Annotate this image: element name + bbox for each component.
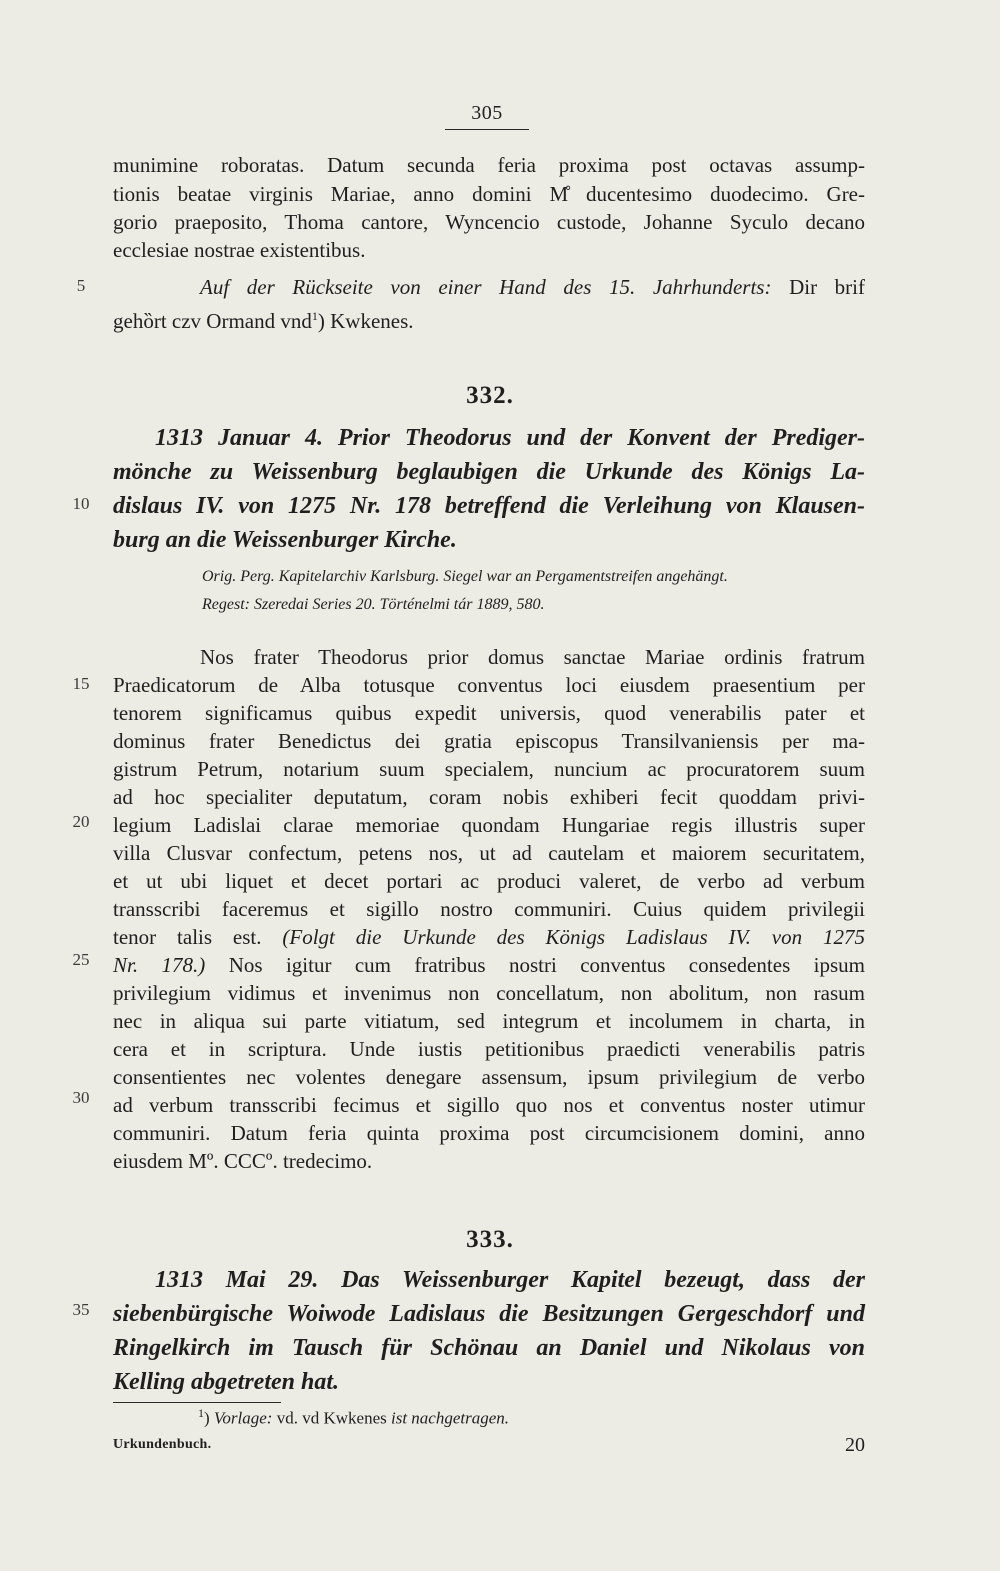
text-italic: Nr. 178.)	[113, 953, 206, 977]
text-line: nec in aliqua sui parte vitiatum, sed integrum et incolumem in charta, in	[113, 1009, 865, 1033]
footnote-italic: Vorlage:	[213, 1408, 273, 1428]
text-line: ad verbum transscribi fecimus et sigillo quo nos et conventus noster utimur	[113, 1093, 865, 1117]
text-line: transscribi faceremus et sigillo nostro communiri. Cuius quidem privilegii	[113, 897, 865, 921]
page-number: 305	[445, 102, 529, 130]
text-line: et ut ubi liquet et decet portari ac produci valeret, de verbo ad verbum	[113, 869, 865, 893]
dorse-note-roman: Dir brif	[789, 275, 865, 299]
text-line: communiri. Datum feria quinta proxima post circumcisionem domini, anno	[113, 1121, 865, 1145]
text-line-mixed	[113, 923, 865, 951]
footnote-italic: ist nachgetragen.	[390, 1408, 510, 1428]
text-roman: tenor talis est.	[113, 925, 262, 949]
footer-sheet-number: 20	[845, 1434, 865, 1456]
text-line: cera et in scriptura. Unde iustis petitionibus praedicti venerabilis patris	[113, 1037, 865, 1061]
document-heading-line: 1313 Mai 29. Das Weissenburger Kapitel bezeugt, dass der	[155, 1267, 865, 1293]
footnote-roman: vd. vd Kwkenes	[276, 1408, 387, 1428]
text-line: eiusdem Mº. CCCº. tredecimo.	[113, 1149, 373, 1173]
footnote-ref: 1	[311, 309, 318, 323]
line-number: 25	[72, 950, 90, 969]
line-number: 10	[72, 494, 90, 513]
document-heading-line: 1313 Januar 4. Prior Theodorus und der Konvent der Prediger-	[155, 425, 865, 451]
document-number: 333.	[466, 1226, 514, 1253]
source-line: Regest: Szeredai Series 20. Történelmi tár 1889, 580.	[202, 596, 545, 613]
text-line: Praedicatorum de Alba totusque conventus loci eiusdem praesentium per	[113, 673, 865, 697]
text-italic: (Folgt die Urkunde des Königs Ladislaus IV. von 1275	[282, 925, 865, 949]
text-line: gorio praeposito, Thoma cantore, Wyncencio custode, Johanne Syculo decano	[113, 210, 865, 234]
dorse-note-line	[200, 273, 865, 301]
footnote: $^1$) Vorlage: vd. vd Kwkenes ist nachgetragen.	[198, 1406, 510, 1428]
text-line: munimine roboratas. Datum secunda feria proxima post octavas assump-	[113, 153, 865, 177]
line-number: 35	[72, 1300, 90, 1319]
footnote-rule	[113, 1402, 281, 1403]
line-number: 30	[72, 1088, 90, 1107]
text-line: villa Clusvar confectum, petens nos, ut ad cautelam et maiorem securitatem,	[113, 841, 865, 865]
text-line: ad hoc specialiter deputatum, coram nobis exhiberi fecit quoddam privi-	[113, 785, 865, 809]
document-heading-line: siebenbürgische Woiwode Ladislaus die Besitzungen Gergeschdorf und	[113, 1301, 865, 1327]
dorse-note-italic: Auf der Rückseite von einer Hand des 15. Jahrhunderts:	[200, 275, 772, 299]
text-line: tionis beatae virginis Mariae, anno domini M̊ ducentesimo duodecimo. Gre-	[113, 182, 865, 206]
line-number: 20	[72, 812, 90, 831]
text-line: tenorem significamus quibus expedit universis, quod venerabilis pater et	[113, 701, 865, 725]
text-roman: Nos igitur cum fratribus nostri conventus consedentes ipsum	[228, 953, 865, 977]
dorse-note-text-end: Kwkenes.	[330, 309, 414, 333]
text-line: gistrum Petrum, notarium suum specialem, nuncium ac procuratorem suum	[113, 757, 865, 781]
line-number: 15	[72, 674, 90, 693]
footer-signature: Urkundenbuch.	[113, 1437, 212, 1452]
footnote-marker: 1	[198, 1406, 204, 1420]
text-line-mixed	[113, 951, 865, 979]
text-line: dominus frater Benedictus dei gratia episcopus Transilvaniensis per ma-	[113, 729, 865, 753]
document-heading-line: mönche zu Weissenburg beglaubigen die Urkunde des Königs La-	[113, 459, 865, 485]
dorse-note-text: gehȍrt czv Ormand vnd	[113, 309, 312, 333]
document-heading-line: Ringelkirch im Tausch für Schönau an Daniel und Nikolaus von	[113, 1335, 865, 1361]
document-number: 332.	[466, 382, 514, 409]
document-heading-line: burg an die Weissenburger Kirche.	[113, 527, 457, 553]
text-line: privilegium vidimus et invenimus non concellatum, non abolitum, non rasum	[113, 981, 865, 1005]
text-line: Nos frater Theodorus prior domus sanctae Mariae ordinis fratrum	[200, 645, 865, 669]
line-number: 5	[76, 276, 86, 295]
document-heading-line: Kelling abgetreten hat.	[113, 1369, 340, 1395]
text-line: legium Ladislai clarae memoriae quondam Hungariae regis illustris super	[113, 813, 865, 837]
dorse-note-line-2: gehȍrt czv Ormand vnd$^1$) Kwkenes.	[113, 309, 414, 333]
text-line: consentientes nec volentes denegare assensum, ipsum privilegium de verbo	[113, 1065, 865, 1089]
text-line: ecclesiae nostrae existentibus.	[113, 238, 366, 262]
source-line: Orig. Perg. Kapitelarchiv Karlsburg. Siegel war an Pergamentstreifen angehängt.	[202, 568, 728, 585]
document-heading-line: dislaus IV. von 1275 Nr. 178 betreffend die Verleihung von Klausen-	[113, 493, 865, 519]
